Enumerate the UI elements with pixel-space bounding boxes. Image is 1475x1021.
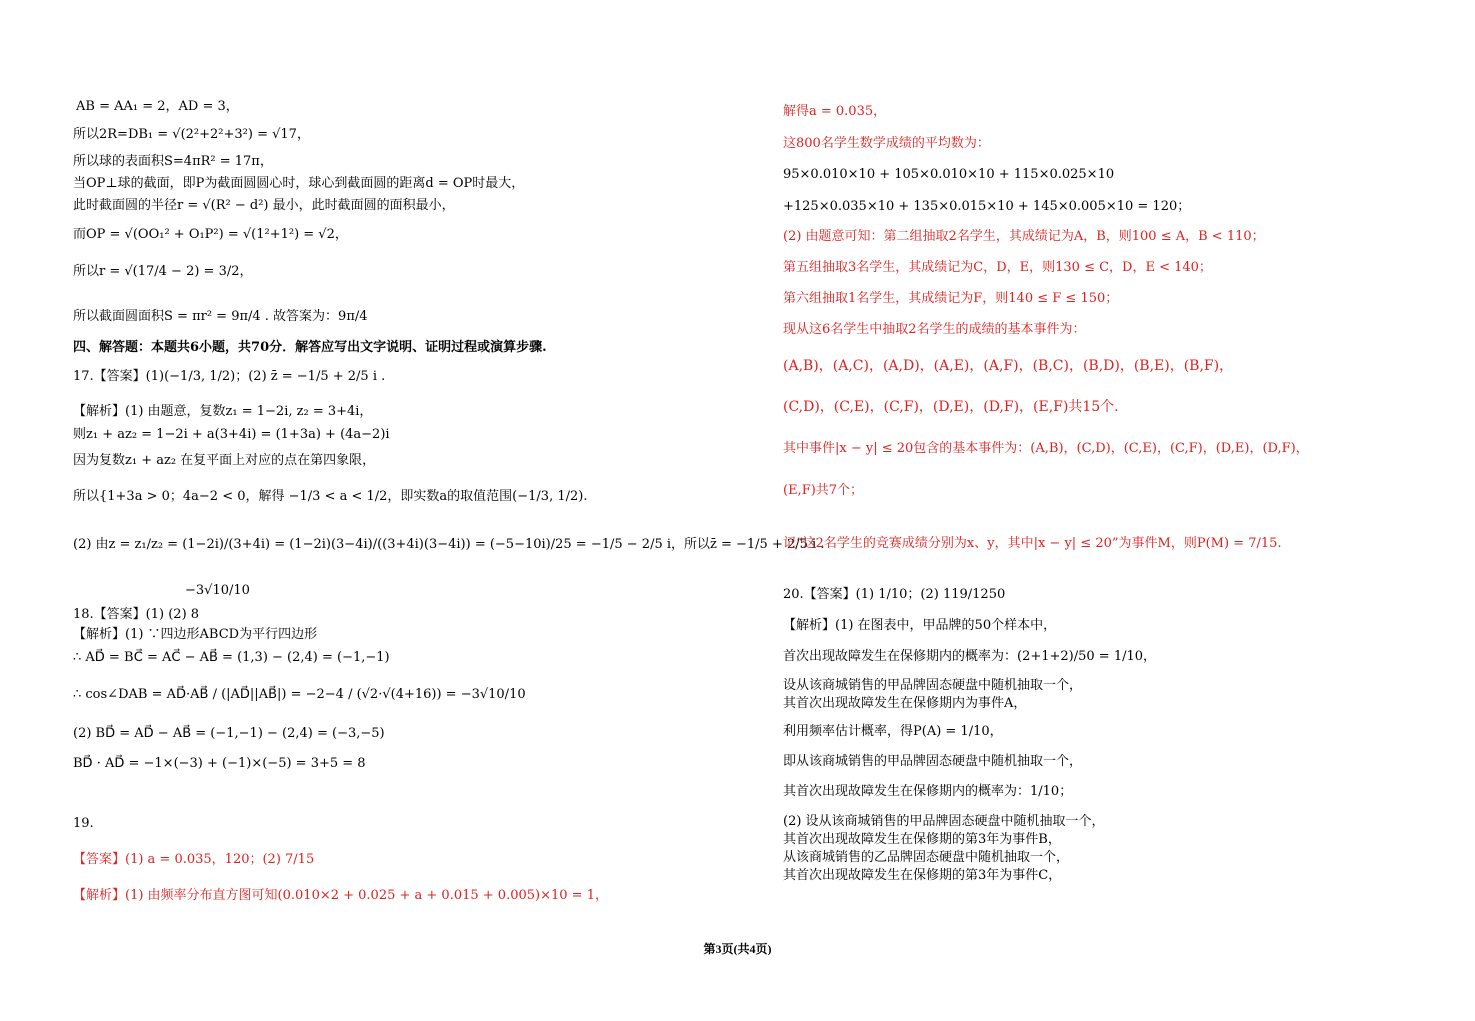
right-text-line: 第五组抽取3名学生，其成绩记为C，D，E，则130 ≤ C，D，E < 140；	[783, 260, 1212, 275]
left-text-line: ∴ AD⃗ = BC⃗ = AC⃗ − AB⃗ = (1,3) − (2,4) = (−1,−1)	[73, 650, 390, 665]
left-text-line: ∴ cos∠DAB = AD⃗·AB⃗ / (|AD⃗||AB⃗|) = −2−4 / (√2·√(4+16)) = −3√10/10	[73, 687, 526, 702]
right-text-line: 解得a = 0.035，	[783, 104, 887, 119]
left-text-line: 所以r = √(17/4 − 2) = 3/2，	[73, 264, 253, 279]
left-text-line: AB = AA₁ = 2，AD = 3，	[76, 99, 239, 114]
left-text-line: BD⃗ · AD⃗ = −1×(−3) + (−1)×(−5) = 3+5 = 8	[73, 756, 366, 771]
right-text-line: 现从这6名学生中抽取2名学生的成绩的基本事件为：	[783, 322, 1086, 337]
right-text-line: (C,D)，(C,E)，(C,F)，(D,E)，(D,F)，(E,F)共15个.	[783, 399, 1119, 415]
left-text-line: 18.【答案】(1) (2) 8	[73, 607, 200, 622]
left-text-line: 【解析】(1) 由题意，复数z₁ = 1−2i, z₂ = 3+4i，	[73, 404, 373, 419]
right-text-line: (E,F)共7个；	[783, 483, 864, 498]
left-text-line: 当OP⊥球的截面，即P为截面圆圆心时，球心到截面圆的距离d = OP时最大，	[73, 176, 525, 191]
left-text-line: 所以2R=DB₁ = √(2²+2²+3²) = √17，	[73, 127, 310, 142]
right-text-line: (A,B)，(A,C)，(A,D)，(A,E)，(A,F)，(B,C)，(B,D)，(B,E)，(B,F)，	[783, 358, 1234, 374]
right-text-line: 利用频率估计概率，得P(A) = 1/10，	[783, 724, 1003, 739]
left-text-line: 【解析】(1) 由频率分布直方图可知(0.010×2 + 0.025 + a + 0.015 + 0.005)×10 = 1，	[73, 888, 608, 903]
right-text-line: 其首次出现故障发生在保修期内为事件A，	[783, 696, 1027, 711]
left-text-line: (2) BD⃗ = AD⃗ − AB⃗ = (−1,−1) − (2,4) = (−3,−5)	[73, 726, 385, 741]
left-text-line: 所以截面圆面积S = πr² = 9π/4 . 故答案为：9π/4	[73, 309, 368, 324]
left-text-line: 此时截面圆的半径r = √(R² − d²) 最小，此时截面圆的面积最小，	[73, 198, 455, 213]
left-text-line: 17.【答案】(1)(−1/3, 1/2)；(2) z̄ = −1/5 + 2/5 i .	[73, 369, 386, 384]
right-text-line: 其中事件|x − y| ≤ 20包含的基本事件为：(A,B)，(C,D)，(C,E)，(C,F)，(D,E)，(D,F)，	[783, 441, 1309, 456]
right-text-line: 即从该商城销售的甲品牌固态硬盘中随机抽取一个，	[783, 754, 1083, 769]
right-text-line: 第六组抽取1名学生，其成绩记为F，则140 ≤ F ≤ 150；	[783, 291, 1119, 306]
right-text-line: 从该商城销售的乙品牌固态硬盘中随机抽取一个，	[783, 850, 1070, 865]
left-text-line: 而OP = √(OO₁² + O₁P²) = √(1²+1²) = √2，	[73, 227, 348, 242]
right-text-line: 其首次出现故障发生在保修期内的概率为：1/10；	[783, 784, 1073, 799]
right-text-line: 这800名学生数学成绩的平均数为：	[783, 136, 990, 151]
left-text-line: −3√10/10	[185, 583, 250, 598]
left-text-line: 四、解答题：本题共6小题，共70分．解答应写出文字说明、证明过程或演算步骤.	[73, 340, 547, 355]
left-text-line: 所以{1+3a > 0；4a−2 < 0，解得 −1/3 < a < 1/2，即实数a的取值范围(−1/3, 1/2).	[73, 489, 588, 504]
right-text-line: 设从该商城销售的甲品牌固态硬盘中随机抽取一个，	[783, 678, 1083, 693]
left-text-line: 则z₁ + az₂ = 1−2i + a(3+4i) = (1+3a) + (4a−2)i	[73, 427, 390, 442]
right-text-line: 【解析】(1) 在图表中，甲品牌的50个样本中，	[783, 618, 1057, 633]
right-text-line: 20.【答案】(1) 1/10；(2) 119/1250	[783, 587, 1006, 602]
right-column	[740, 0, 1430, 1021]
right-text-line: 其首次出现故障发生在保修期的第3年为事件B，	[783, 832, 1061, 847]
right-text-line: (2) 由题意可知：第二组抽取2名学生，其成绩记为A，B，则100 ≤ A，B < 110；	[783, 229, 1265, 244]
left-text-line: 【答案】(1) a = 0.035，120；(2) 7/15	[73, 852, 315, 867]
left-text-line: 19.	[73, 816, 94, 831]
right-text-line: (2) 设从该商城销售的甲品牌固态硬盘中随机抽取一个，	[783, 814, 1105, 829]
left-text-line: 因为复数z₁ + az₂ 在复平面上对应的点在第四象限，	[73, 453, 376, 468]
right-text-line: 其首次出现故障发生在保修期的第3年为事件C，	[783, 868, 1062, 883]
right-text-line: 记“这2名学生的竞赛成绩分别为x、y，其中|x − y| ≤ 20”为事件M，则P(M) = 7/15.	[783, 536, 1282, 551]
left-text-line: (2) 由z = z₁/z₂ = (1−2i)/(3+4i) = (1−2i)(3−4i)/((3+4i)(3−4i)) = (−5−10i)/25 = −1/5 − 2/5 i，所以z̄ = −1/5 + 2/5 i .	[73, 537, 825, 552]
left-text-line: 【解析】(1) ∵四边形ABCD为平行四边形	[73, 627, 318, 642]
page-footer: 第3页(共4页)	[703, 942, 772, 956]
left-text-line: 所以球的表面积S=4πR² = 17π，	[73, 154, 273, 169]
right-text-line: 95×0.010×10 + 105×0.010×10 + 115×0.025×10	[783, 167, 1115, 182]
right-text-line: +125×0.035×10 + 135×0.015×10 + 145×0.005×10 = 120；	[783, 199, 1191, 214]
right-text-line: 首次出现故障发生在保修期内的概率为：(2+1+2)/50 = 1/10，	[783, 649, 1157, 664]
